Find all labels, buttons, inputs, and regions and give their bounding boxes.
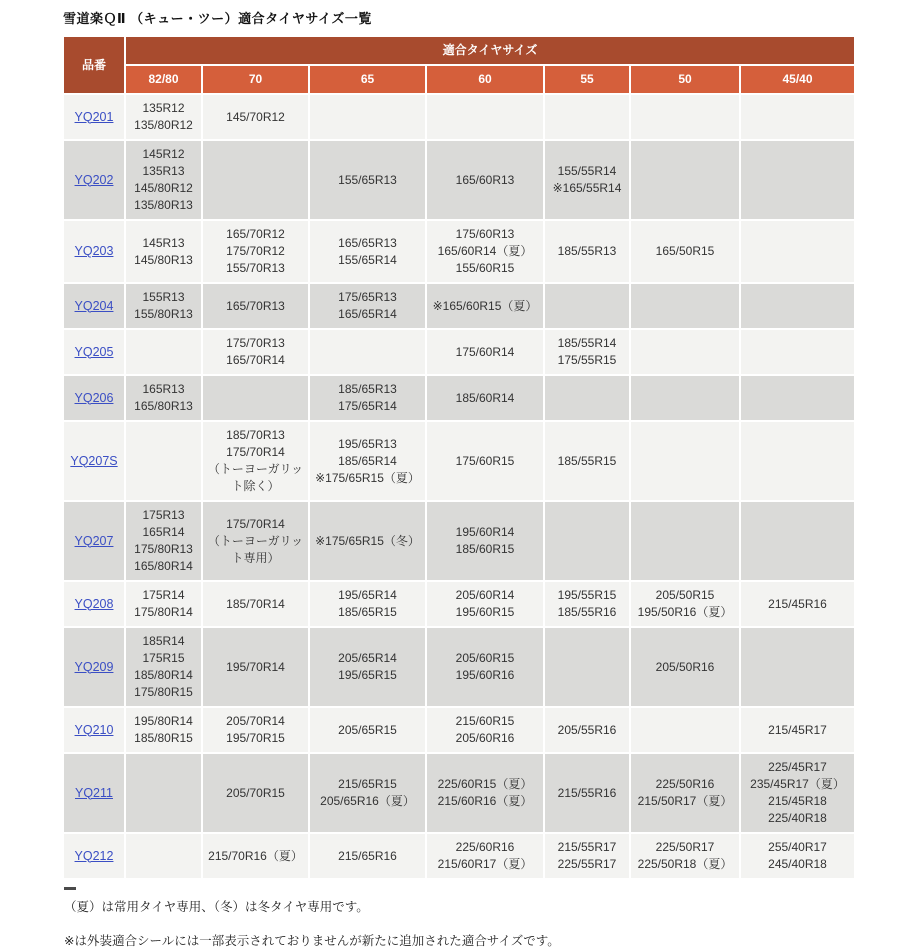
table-row-YQ210 bbox=[64, 708, 854, 752]
size-cell-YQ207S-82-80 bbox=[126, 422, 201, 500]
size-cell-YQ207-50 bbox=[631, 502, 739, 580]
size-cell-YQ205-45-40 bbox=[741, 330, 854, 374]
part-link-YQ210[interactable]: YQ210 bbox=[74, 722, 114, 737]
part-cell-YQ211 bbox=[64, 754, 124, 832]
size-column-header-45-40: 45/40 bbox=[741, 66, 854, 93]
size-cell-YQ203-55: 185/55R13 bbox=[545, 221, 629, 282]
table-row-YQ211 bbox=[64, 754, 854, 832]
tire-size-table bbox=[62, 35, 856, 880]
size-cell-YQ208-82-80: 175R14 175/80R14 bbox=[126, 582, 201, 626]
part-cell-YQ212 bbox=[64, 834, 124, 878]
size-cell-YQ208-65: 195/65R14 185/65R15 bbox=[310, 582, 425, 626]
part-link-YQ209[interactable]: YQ209 bbox=[74, 659, 114, 674]
size-cell-YQ207S-45-40 bbox=[741, 422, 854, 500]
table-row-YQ201 bbox=[64, 95, 854, 139]
size-cell-YQ210-45-40: 215/45R17 bbox=[741, 708, 854, 752]
size-column-header-60: 60 bbox=[427, 66, 543, 93]
size-cell-YQ207-45-40 bbox=[741, 502, 854, 580]
size-cell-YQ210-55: 205/55R16 bbox=[545, 708, 629, 752]
size-column-header-50: 50 bbox=[631, 66, 739, 93]
size-cell-YQ209-60: 205/60R15 195/60R16 bbox=[427, 628, 543, 706]
size-cell-YQ201-50 bbox=[631, 95, 739, 139]
size-cell-YQ210-70: 205/70R14 195/70R15 bbox=[203, 708, 308, 752]
note-summer-winter: （夏）は常用タイヤ専用、（冬）は冬タイヤ専用です。 bbox=[64, 900, 369, 914]
size-cell-YQ205-60: 175/60R14 bbox=[427, 330, 543, 374]
size-column-header-65: 65 bbox=[310, 66, 425, 93]
size-column-header-70: 70 bbox=[203, 66, 308, 93]
part-link-YQ207S[interactable]: YQ207S bbox=[70, 453, 118, 468]
part-cell-YQ203 bbox=[64, 221, 124, 282]
size-cell-YQ208-45-40: 215/45R16 bbox=[741, 582, 854, 626]
size-cell-YQ204-70: 165/70R13 bbox=[203, 284, 308, 328]
size-cell-YQ206-70 bbox=[203, 376, 308, 420]
size-cell-YQ207-82-80: 175R13 165R14 175/80R13 165/80R14 bbox=[126, 502, 201, 580]
size-cell-YQ208-60: 205/60R14 195/60R15 bbox=[427, 582, 543, 626]
part-link-YQ212[interactable]: YQ212 bbox=[74, 848, 114, 863]
size-cell-YQ208-50: 205/50R15 195/50R16（夏） bbox=[631, 582, 739, 626]
footnotes bbox=[64, 898, 838, 950]
size-cell-YQ203-70: 165/70R12 175/70R12 155/70R13 bbox=[203, 221, 308, 282]
part-link-YQ204[interactable]: YQ204 bbox=[74, 298, 114, 313]
size-cell-YQ204-55 bbox=[545, 284, 629, 328]
size-cell-YQ212-65: 215/65R16 bbox=[310, 834, 425, 878]
size-cell-YQ211-55: 215/55R16 bbox=[545, 754, 629, 832]
size-cell-YQ206-60: 185/60R14 bbox=[427, 376, 543, 420]
size-cell-YQ201-82-80: 135R12 135/80R12 bbox=[126, 95, 201, 139]
size-cell-YQ211-60: 225/60R15（夏） 215/60R16（夏） bbox=[427, 754, 543, 832]
part-cell-YQ209 bbox=[64, 628, 124, 706]
size-cell-YQ201-60 bbox=[427, 95, 543, 139]
size-cell-YQ205-55: 185/55R14 175/55R15 bbox=[545, 330, 629, 374]
size-cell-YQ205-70: 175/70R13 165/70R14 bbox=[203, 330, 308, 374]
size-cell-YQ203-45-40 bbox=[741, 221, 854, 282]
bottom-left-mark bbox=[64, 887, 76, 890]
part-link-YQ207[interactable]: YQ207 bbox=[74, 533, 114, 548]
part-link-YQ211[interactable]: YQ211 bbox=[75, 785, 113, 800]
page-title: 雪道楽ＱⅡ （キュー・ツー）適合タイヤサイズ一覧 bbox=[63, 11, 372, 26]
size-cell-YQ207S-60: 175/60R15 bbox=[427, 422, 543, 500]
size-cell-YQ209-55 bbox=[545, 628, 629, 706]
header-row-group bbox=[64, 37, 854, 64]
size-cell-YQ205-50 bbox=[631, 330, 739, 374]
size-cell-YQ208-55: 195/55R15 185/55R16 bbox=[545, 582, 629, 626]
part-link-YQ205[interactable]: YQ205 bbox=[74, 344, 114, 359]
note-asterisk: ※は外装適合シールには一部表示されておりませんが新たに追加された適合サイズです。 bbox=[64, 934, 560, 948]
size-cell-YQ206-65: 185/65R13 175/65R14 bbox=[310, 376, 425, 420]
size-cell-YQ201-65 bbox=[310, 95, 425, 139]
size-cell-YQ212-82-80 bbox=[126, 834, 201, 878]
part-column-header: 品番 bbox=[64, 37, 124, 93]
size-cell-YQ211-82-80 bbox=[126, 754, 201, 832]
size-cell-YQ210-65: 205/65R15 bbox=[310, 708, 425, 752]
size-cell-YQ206-82-80: 165R13 165/80R13 bbox=[126, 376, 201, 420]
size-cell-YQ204-65: 175/65R13 165/65R14 bbox=[310, 284, 425, 328]
size-cell-YQ203-65: 165/65R13 155/65R14 bbox=[310, 221, 425, 282]
size-cell-YQ203-82-80: 145R13 145/80R13 bbox=[126, 221, 201, 282]
size-cell-YQ212-50: 225/50R17 225/50R18（夏） bbox=[631, 834, 739, 878]
size-column-header-82-80: 82/80 bbox=[126, 66, 201, 93]
part-link-YQ206[interactable]: YQ206 bbox=[74, 390, 114, 405]
size-cell-YQ207S-55: 185/55R15 bbox=[545, 422, 629, 500]
part-cell-YQ210 bbox=[64, 708, 124, 752]
size-cell-YQ206-55 bbox=[545, 376, 629, 420]
size-cell-YQ207-65: ※175/65R15（冬） bbox=[310, 502, 425, 580]
size-cell-YQ204-50 bbox=[631, 284, 739, 328]
size-cell-YQ205-65 bbox=[310, 330, 425, 374]
size-cell-YQ212-60: 225/60R16 215/60R17（夏） bbox=[427, 834, 543, 878]
size-cell-YQ212-45-40: 255/40R17 245/40R18 bbox=[741, 834, 854, 878]
size-cell-YQ212-70: 215/70R16（夏） bbox=[203, 834, 308, 878]
table-row-YQ206 bbox=[64, 376, 854, 420]
part-link-YQ202[interactable]: YQ202 bbox=[74, 172, 114, 187]
part-link-YQ201[interactable]: YQ201 bbox=[74, 109, 114, 124]
size-cell-YQ204-60: ※165/60R15（夏） bbox=[427, 284, 543, 328]
size-cell-YQ204-82-80: 155R13 155/80R13 bbox=[126, 284, 201, 328]
size-cell-YQ210-50 bbox=[631, 708, 739, 752]
size-cell-YQ206-45-40 bbox=[741, 376, 854, 420]
table-row-YQ203 bbox=[64, 221, 854, 282]
size-cell-YQ209-70: 195/70R14 bbox=[203, 628, 308, 706]
size-cell-YQ210-82-80: 195/80R14 185/80R15 bbox=[126, 708, 201, 752]
size-cell-YQ205-82-80 bbox=[126, 330, 201, 374]
size-cell-YQ202-45-40 bbox=[741, 141, 854, 219]
table-row-YQ212 bbox=[64, 834, 854, 878]
size-cell-YQ207-55 bbox=[545, 502, 629, 580]
size-cell-YQ209-82-80: 185R14 175R15 185/80R14 175/80R15 bbox=[126, 628, 201, 706]
table-row-YQ205 bbox=[64, 330, 854, 374]
size-cell-YQ202-50 bbox=[631, 141, 739, 219]
size-cell-YQ210-60: 215/60R15 205/60R16 bbox=[427, 708, 543, 752]
size-cell-YQ209-65: 205/65R14 195/65R15 bbox=[310, 628, 425, 706]
size-cell-YQ209-50: 205/50R16 bbox=[631, 628, 739, 706]
size-cell-YQ203-50: 165/50R15 bbox=[631, 221, 739, 282]
part-cell-YQ202 bbox=[64, 141, 124, 219]
table-row-YQ207S bbox=[64, 422, 854, 500]
size-cell-YQ202-60: 165/60R13 bbox=[427, 141, 543, 219]
size-cell-YQ207S-70: 185/70R13 175/70R14 （トーヨーガリッ ト除く） bbox=[203, 422, 308, 500]
size-cell-YQ209-45-40 bbox=[741, 628, 854, 706]
table-row-YQ209 bbox=[64, 628, 854, 706]
size-cell-YQ201-55 bbox=[545, 95, 629, 139]
table-header bbox=[64, 37, 854, 93]
size-cell-YQ211-45-40: 225/45R17 235/45R17（夏） 215/45R18 225/40R18 bbox=[741, 754, 854, 832]
size-cell-YQ208-70: 185/70R14 bbox=[203, 582, 308, 626]
size-cell-YQ207S-65: 195/65R13 185/65R14 ※175/65R15（夏） bbox=[310, 422, 425, 500]
part-cell-YQ205 bbox=[64, 330, 124, 374]
table-row-YQ208 bbox=[64, 582, 854, 626]
part-link-YQ208[interactable]: YQ208 bbox=[74, 596, 114, 611]
table-row-YQ207 bbox=[64, 502, 854, 580]
group-header: 適合タイヤサイズ bbox=[126, 37, 854, 64]
size-cell-YQ207S-50 bbox=[631, 422, 739, 500]
size-cell-YQ202-70 bbox=[203, 141, 308, 219]
size-cell-YQ202-55: 155/55R14 ※165/55R14 bbox=[545, 141, 629, 219]
part-link-YQ203[interactable]: YQ203 bbox=[74, 244, 114, 258]
size-cell-YQ203-60: 175/60R13 165/60R14（夏） 155/60R15 bbox=[427, 221, 543, 282]
part-cell-YQ208 bbox=[64, 582, 124, 626]
size-cell-YQ211-70: 205/70R15 bbox=[203, 754, 308, 832]
table-body bbox=[64, 95, 854, 878]
size-cell-YQ206-50 bbox=[631, 376, 739, 420]
size-cell-YQ212-55: 215/55R17 225/55R17 bbox=[545, 834, 629, 878]
size-cell-YQ207-70: 175/70R14 （トーヨーガリッ ト専用） bbox=[203, 502, 308, 580]
part-cell-YQ207 bbox=[64, 502, 124, 580]
table-row-YQ202 bbox=[64, 141, 854, 219]
size-cell-YQ201-45-40 bbox=[741, 95, 854, 139]
size-cell-YQ211-50: 225/50R16 215/50R17（夏） bbox=[631, 754, 739, 832]
part-cell-YQ207S bbox=[64, 422, 124, 500]
size-cell-YQ211-65: 215/65R15 205/65R16（夏） bbox=[310, 754, 425, 832]
table-row-YQ204 bbox=[64, 284, 854, 328]
size-cell-YQ201-70: 145/70R12 bbox=[203, 95, 308, 139]
size-cell-YQ202-65: 155/65R13 bbox=[310, 141, 425, 219]
size-column-header-55: 55 bbox=[545, 66, 629, 93]
size-cell-YQ204-45-40 bbox=[741, 284, 854, 328]
part-cell-YQ201 bbox=[64, 95, 124, 139]
part-cell-YQ206 bbox=[64, 376, 124, 420]
size-cell-YQ202-82-80: 145R12 135R13 145/80R12 135/80R13 bbox=[126, 141, 201, 219]
header-row-sizes bbox=[64, 66, 854, 93]
part-cell-YQ204 bbox=[64, 284, 124, 328]
size-cell-YQ207-60: 195/60R14 185/60R15 bbox=[427, 502, 543, 580]
